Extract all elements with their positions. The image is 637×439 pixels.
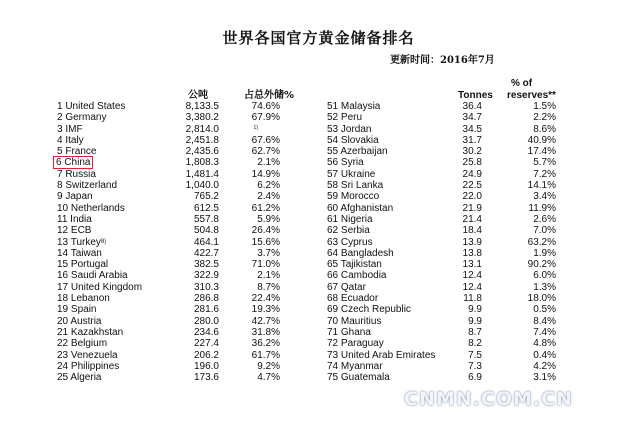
country-name bbox=[327, 316, 381, 327]
rank-and-country: 13 Turkey bbox=[57, 236, 101, 248]
reserve-percent: 5.9% bbox=[257, 213, 280, 225]
rank-and-country: 57 Ukraine bbox=[327, 168, 376, 180]
country-name bbox=[327, 361, 383, 372]
reserve-percent: 61.7% bbox=[251, 349, 280, 361]
tonnes-value: 18.4 bbox=[462, 225, 482, 237]
table-row bbox=[0, 338, 637, 349]
reserve-percent: 2.2% bbox=[533, 112, 556, 124]
tonnes-value: 31.7 bbox=[462, 134, 482, 146]
rank-and-country: 60 Afghanistan bbox=[327, 202, 394, 214]
right-pct-header bbox=[507, 78, 556, 102]
right-pct-header-line2: reserves** bbox=[507, 90, 556, 101]
country-name bbox=[327, 293, 378, 304]
tonnes-value: 21.4 bbox=[462, 213, 482, 225]
rank-and-country: 20 Austria bbox=[57, 315, 102, 327]
watermark: CNMN.COM.CN bbox=[404, 388, 573, 410]
reserve-percent: 22.4% bbox=[251, 293, 280, 305]
tonnes-value: 22.0 bbox=[462, 191, 482, 203]
tonnes-value: 8.2 bbox=[468, 338, 482, 350]
reserve-percent: 8.7% bbox=[257, 281, 280, 293]
reserve-percent: 62.7% bbox=[251, 146, 280, 158]
tonnes-value: 9.9 bbox=[468, 304, 482, 316]
country-name bbox=[327, 259, 382, 270]
tonnes-value: 30.2 bbox=[462, 146, 482, 158]
rank-and-country: 72 Paraguay bbox=[327, 338, 384, 350]
tonnes-value: 12.4 bbox=[462, 281, 482, 293]
reserve-percent: 2.1% bbox=[257, 157, 280, 169]
reserve-percent: 1) bbox=[253, 124, 258, 131]
rank-and-country: 11 India bbox=[57, 213, 92, 225]
country-name bbox=[327, 214, 373, 225]
table-row bbox=[0, 225, 637, 236]
table-row bbox=[0, 237, 637, 248]
rank-and-country: 63 Cyprus bbox=[327, 236, 373, 248]
table-row bbox=[0, 282, 637, 293]
country-name bbox=[327, 282, 366, 293]
table-row bbox=[0, 112, 637, 123]
reserve-percent: 3.7% bbox=[257, 247, 280, 259]
reserve-percent: 1.3% bbox=[533, 281, 556, 293]
table-row bbox=[0, 135, 637, 146]
reserve-percent: 4.2% bbox=[533, 360, 556, 372]
reserve-percent: 3.1% bbox=[533, 372, 556, 384]
left-tonnes-header: 公吨 bbox=[188, 90, 208, 101]
table-row bbox=[0, 350, 637, 361]
country-name bbox=[327, 112, 362, 123]
tonnes-value: 2,435.6 bbox=[185, 146, 219, 158]
country-name bbox=[327, 338, 384, 349]
country-name bbox=[327, 157, 364, 168]
country-name bbox=[327, 101, 380, 112]
tonnes-value: 12.4 bbox=[462, 270, 482, 282]
right-tonnes-header: Tonnes bbox=[458, 90, 493, 101]
country-name bbox=[327, 135, 379, 146]
reserve-percent: 67.9% bbox=[251, 112, 280, 124]
reserve-percent: 90.2% bbox=[527, 259, 556, 271]
rank-and-country: 53 Jordan bbox=[327, 123, 372, 135]
tonnes-value: 24.9 bbox=[462, 168, 482, 180]
rank-and-country: 12 ECB bbox=[57, 225, 92, 237]
tonnes-value: 557.8 bbox=[193, 213, 219, 225]
rank-and-country: 74 Myanmar bbox=[327, 360, 383, 372]
country-name bbox=[327, 248, 394, 259]
tonnes-value: 504.8 bbox=[193, 225, 219, 237]
rank-and-country: 69 Czech Republic bbox=[327, 304, 411, 316]
rank-and-country: 71 Ghana bbox=[327, 326, 371, 338]
tonnes-value: 13.8 bbox=[462, 247, 482, 259]
tonnes-value: 612.5 bbox=[193, 202, 219, 214]
tonnes-value: 196.0 bbox=[193, 360, 219, 372]
reserve-percent: 31.8% bbox=[251, 326, 280, 338]
tonnes-value: 8.7 bbox=[468, 326, 482, 338]
table-row bbox=[0, 101, 637, 112]
tonnes-value: 173.6 bbox=[193, 372, 219, 384]
table-row bbox=[0, 169, 637, 180]
reserve-percent: 0.4% bbox=[533, 349, 556, 361]
tonnes-value: 2,814.0 bbox=[185, 123, 219, 135]
table-row bbox=[0, 372, 637, 383]
right-pct-header-line1: % of bbox=[511, 78, 533, 89]
page-title: 世界各国官方黄金储备排名 bbox=[222, 29, 415, 47]
tonnes-value: 3,380.2 bbox=[185, 112, 219, 124]
rank-and-country: 17 United Kingdom bbox=[57, 281, 143, 293]
reserve-percent: 14.9% bbox=[251, 168, 280, 180]
rank-and-country: 52 Peru bbox=[327, 112, 363, 124]
rank-and-country: 68 Ecuador bbox=[327, 293, 379, 305]
tonnes-value: 280.0 bbox=[193, 315, 219, 327]
reserve-percent: 63.2% bbox=[527, 236, 556, 248]
tonnes-value: 1,808.3 bbox=[185, 157, 219, 169]
rank-and-country: 67 Qatar bbox=[327, 281, 366, 293]
reserve-percent: 15.6% bbox=[251, 236, 280, 248]
rank-and-country: 25 Algeria bbox=[57, 372, 102, 384]
tonnes-value: 1,040.0 bbox=[185, 180, 219, 192]
table-row bbox=[0, 146, 637, 157]
reserve-percent: 1.9% bbox=[533, 247, 556, 259]
tonnes-value: 36.4 bbox=[462, 101, 482, 112]
country-name bbox=[327, 327, 371, 338]
reserve-percent: 6.0% bbox=[533, 270, 556, 282]
reserve-percent: 2.4% bbox=[257, 191, 280, 203]
reserve-percent: 6.2% bbox=[257, 180, 280, 192]
country-name bbox=[327, 350, 435, 361]
rank-and-country: 24 Philippines bbox=[57, 360, 120, 372]
table-row bbox=[0, 361, 637, 372]
tonnes-value: 322.9 bbox=[193, 270, 219, 282]
tonnes-value: 7.5 bbox=[468, 349, 482, 361]
rank-and-country: 61 Nigeria bbox=[327, 213, 373, 225]
tonnes-value: 422.7 bbox=[193, 247, 219, 259]
country-name bbox=[327, 270, 386, 281]
tonnes-value: 13.1 bbox=[462, 259, 482, 271]
reserve-percent: 8.4% bbox=[533, 315, 556, 327]
footnote-marker: 8) bbox=[100, 238, 107, 245]
table-row bbox=[0, 203, 637, 214]
table-row bbox=[0, 191, 637, 202]
rank-and-country: 73 United Arab Emirates bbox=[327, 349, 436, 361]
reserve-percent: 8.6% bbox=[533, 123, 556, 135]
tonnes-value: 234.6 bbox=[193, 326, 219, 338]
table-row bbox=[0, 124, 637, 135]
reserve-percent: 9.2% bbox=[257, 360, 280, 372]
rank-and-country: 51 Malaysia bbox=[327, 101, 381, 112]
reserve-percent: 71.0% bbox=[251, 259, 280, 271]
rank-and-country: 65 Tajikistan bbox=[327, 259, 382, 271]
rank-and-country: 55 Azerbaijan bbox=[327, 146, 388, 158]
tonnes-value: 34.7 bbox=[462, 112, 482, 124]
country-name bbox=[327, 372, 390, 383]
table-row bbox=[0, 180, 637, 191]
reserve-percent: 14.1% bbox=[527, 180, 556, 192]
tonnes-value: 227.4 bbox=[193, 338, 219, 350]
reserve-percent: 17.4% bbox=[527, 146, 556, 158]
tonnes-value: 6.9 bbox=[468, 372, 482, 384]
rank-and-country: 56 Syria bbox=[327, 157, 364, 169]
tonnes-value: 11.8 bbox=[463, 293, 482, 305]
tonnes-value: 9.9 bbox=[468, 315, 482, 327]
rank-and-country: 1 United States bbox=[57, 101, 126, 112]
rank-and-country: 75 Guatemala bbox=[327, 372, 390, 384]
country-name bbox=[327, 124, 371, 135]
reserve-percent: 7.4% bbox=[533, 326, 556, 338]
rank-and-country: 59 Morocco bbox=[327, 191, 380, 203]
rank-and-country: 2 Germany bbox=[57, 112, 107, 124]
tonnes-value: 765.2 bbox=[193, 191, 219, 203]
reserve-percent: 18.0% bbox=[527, 293, 556, 305]
reserve-percent: 67.6% bbox=[251, 134, 280, 146]
tonnes-value: 13.9 bbox=[462, 236, 482, 248]
country-name bbox=[327, 237, 373, 248]
reserve-percent: 40.9% bbox=[527, 134, 556, 146]
reserve-percent: 61.2% bbox=[251, 202, 280, 214]
rank-and-country: 16 Saudi Arabia bbox=[57, 270, 128, 282]
rank-and-country: 58 Sri Lanka bbox=[327, 180, 384, 192]
rank-and-country: 22 Belgium bbox=[57, 338, 108, 350]
rank-and-country: 23 Venezuela bbox=[57, 349, 118, 361]
reserve-percent: 19.3% bbox=[251, 304, 280, 316]
reserve-percent: 36.2% bbox=[251, 338, 280, 350]
tonnes-value: 310.3 bbox=[193, 281, 219, 293]
reserve-percent: 0.5% bbox=[533, 304, 556, 316]
table-row bbox=[0, 316, 637, 327]
update-date: 更新时间：2016年7月 bbox=[390, 55, 495, 66]
rank-and-country: 10 Netherlands bbox=[57, 202, 125, 214]
reserve-percent: 42.7% bbox=[251, 315, 280, 327]
rank-and-country: 70 Mauritius bbox=[327, 315, 382, 327]
rank-and-country: 7 Russia bbox=[57, 168, 96, 180]
rank-and-country: 54 Slovakia bbox=[327, 134, 379, 146]
rank-and-country: 15 Portugal bbox=[57, 259, 109, 271]
tonnes-value: 22.5 bbox=[462, 180, 482, 192]
tonnes-value: 464.1 bbox=[193, 236, 219, 248]
reserve-percent: 11.9% bbox=[528, 202, 556, 214]
left-pct-header: 占总外储% bbox=[244, 90, 295, 101]
reserve-percent: 7.2% bbox=[533, 168, 556, 180]
reserve-percent: 1.5% bbox=[533, 101, 556, 112]
rank-and-country: 19 Spain bbox=[57, 304, 97, 316]
rank-and-country: 64 Bangladesh bbox=[327, 247, 394, 259]
tonnes-value: 2,451.8 bbox=[185, 134, 219, 146]
table-row bbox=[0, 327, 637, 338]
rank-and-country: 21 Kazakhstan bbox=[57, 326, 124, 338]
rank-and-country: 8 Switzerland bbox=[57, 180, 118, 192]
reserve-percent: 4.7% bbox=[257, 372, 280, 384]
reserve-percent: 5.7% bbox=[533, 157, 556, 169]
reserve-percent: 3.4% bbox=[533, 191, 556, 203]
country-name bbox=[327, 304, 411, 315]
table-row bbox=[0, 248, 637, 259]
reserve-percent: 2.1% bbox=[257, 270, 280, 282]
tonnes-value: 34.5 bbox=[462, 123, 482, 135]
rank-and-country: 62 Serbia bbox=[327, 225, 370, 237]
reserve-percent: 26.4% bbox=[251, 225, 280, 237]
rank-and-country: 4 Italy bbox=[57, 134, 84, 146]
country-name bbox=[327, 191, 379, 202]
table-row bbox=[0, 270, 637, 281]
reserve-percent: 74.6% bbox=[251, 101, 280, 112]
country-name bbox=[327, 169, 375, 180]
reserve-percent: 2.6% bbox=[533, 213, 556, 225]
table-row bbox=[0, 259, 637, 270]
rank-and-country: 9 Japan bbox=[57, 191, 93, 203]
tonnes-value: 206.2 bbox=[193, 349, 219, 361]
table-row bbox=[0, 214, 637, 225]
tonnes-value: 21.9 bbox=[462, 202, 482, 214]
reserve-percent: 7.0% bbox=[533, 225, 556, 237]
right-ranking-table bbox=[0, 101, 637, 383]
reserve-percent: 4.8% bbox=[533, 338, 556, 350]
rank-and-country: 6 China bbox=[56, 157, 91, 169]
rank-and-country: 18 Lebanon bbox=[57, 293, 110, 305]
table-row bbox=[0, 293, 637, 304]
rank-and-country: 14 Taiwan bbox=[57, 247, 102, 259]
rank-and-country: 66 Cambodia bbox=[327, 270, 387, 282]
tonnes-value: 286.8 bbox=[193, 293, 219, 305]
country-name bbox=[327, 146, 388, 157]
rank-and-country: 3 IMF bbox=[57, 123, 83, 135]
country-name bbox=[327, 203, 393, 214]
tonnes-value: 382.5 bbox=[193, 259, 219, 271]
tonnes-value: 25.8 bbox=[462, 157, 482, 169]
tonnes-value: 8,133.5 bbox=[185, 101, 219, 112]
country-name bbox=[327, 180, 383, 191]
tonnes-value: 7.3 bbox=[468, 360, 482, 372]
country-name bbox=[327, 225, 370, 236]
rank-and-country: 5 France bbox=[57, 146, 97, 158]
tonnes-value: 1,481.4 bbox=[185, 168, 219, 180]
table-row bbox=[0, 304, 637, 315]
table-row bbox=[0, 157, 637, 168]
tonnes-value: 281.6 bbox=[193, 304, 219, 316]
